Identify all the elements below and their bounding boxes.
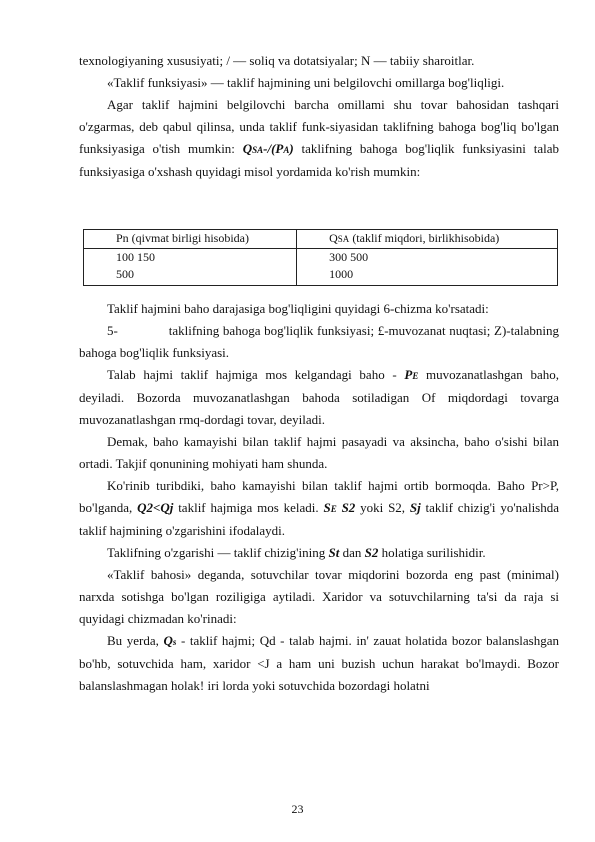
paragraph: «Taklif bahosi» deganda, sotuvchilar tovar miqdorini bozorda eng past (minimal) narxda sotishga bo'lgan roziligiga aytiladi. Xaridor va sotuvchilarning ta'si da raja si quyidagi chizmadan ko'rinadi: [79,567,559,626]
data-table [83,229,558,286]
paragraph: Talab hajmi taklif hajmiga mos kelgandagi baho - PE muvozanatlashgan baho, deyiladi. Bozorda muvozanatlashgan bahoda sotiladigan Of miqdordagi tovarga muvozanatlashgan rmq-dordagi tovar, deyiladi. [79,367,560,427]
table-cell-price: 100 150 500 [84,249,297,286]
paragraph: Ko'rinib turibdiki, baho kamayishi bilan taklif hajmi ortib bormoqda. Baho Pr>P, bo'lganda, Q2<Qj taklif hajmiga mos keladi. SE S2 yoki S2, Sj taklif chizig'i yo'nalishda taklif hajmining o'zgarishini ifodalaydi. [79,478,560,538]
paragraph: Bu yerda, Qs - taklif hajmi; Qd - talab hajmi. in' zauat holatida bozor balanslashgan bo'hb, sotuvchida ham, xaridor <J a ham uni buzish uchun harakat bo'lmaydi. Bozor balanslashmagan holak! iri lorda yoki sotuvchida bozordagi holatni [79,633,559,693]
page-number: 23 [291,802,304,816]
text-line: «Taklif funksiyasi» — taklif hajmining uni belgilovchi omillarga bog'liqligi. [107,75,505,90]
text-line: texnologiyaning xususiyati; / — soliq va dotatsiyalar; N — tabiiy sharoitlar. [79,53,475,68]
document-page [79,50,559,697]
paragraph: 5- taklifning bahoga bog'liqlik funksiyasi; £-muvozanat nuqtasi; Z)-talabning bahoga bog'liqlik funksiyasi. [79,323,559,360]
table-row [84,249,558,286]
paragraph: Taklifning o'zgarishi — taklif chizig'ining St dan S2 holatiga surilishidir. [107,545,486,560]
paragraph: Demak, baho kamayishi bilan taklif hajmi pasayadi va aksincha, baho o'sishi bilan ortadi. Takjif qonunining mohiyati ham shunda. [79,434,559,471]
table-header-row [84,230,558,249]
table-header-quantity: QSA (taklif miqdori, birlikhisobida) [297,230,558,249]
table-header-price: Pn (qivmat birligi hisobida) [84,230,297,249]
table-cell-quantity: 300 500 1000 [297,249,558,286]
paragraph: Taklif hajmini baho darajasiga bog'liqligini quyidagi 6-chizma ko'rsatadi: [107,301,489,316]
paragraph: Agar taklif hajmini belgilovchi barcha omillami shu tovar bahosidan tashqari o'zgarmas, deb qabul qilinsa, unda taklif funk-siyasidan taklifning bahoga bog'liq bo'lgan funksiyasiga o'tish mumkin: QSA-/(PA) taklifning bahoga bog'liqlik funksiyasini talab funksiyasiga o'xshash quyidagi misol yordamida ko'rish mumkin: [79,97,559,179]
